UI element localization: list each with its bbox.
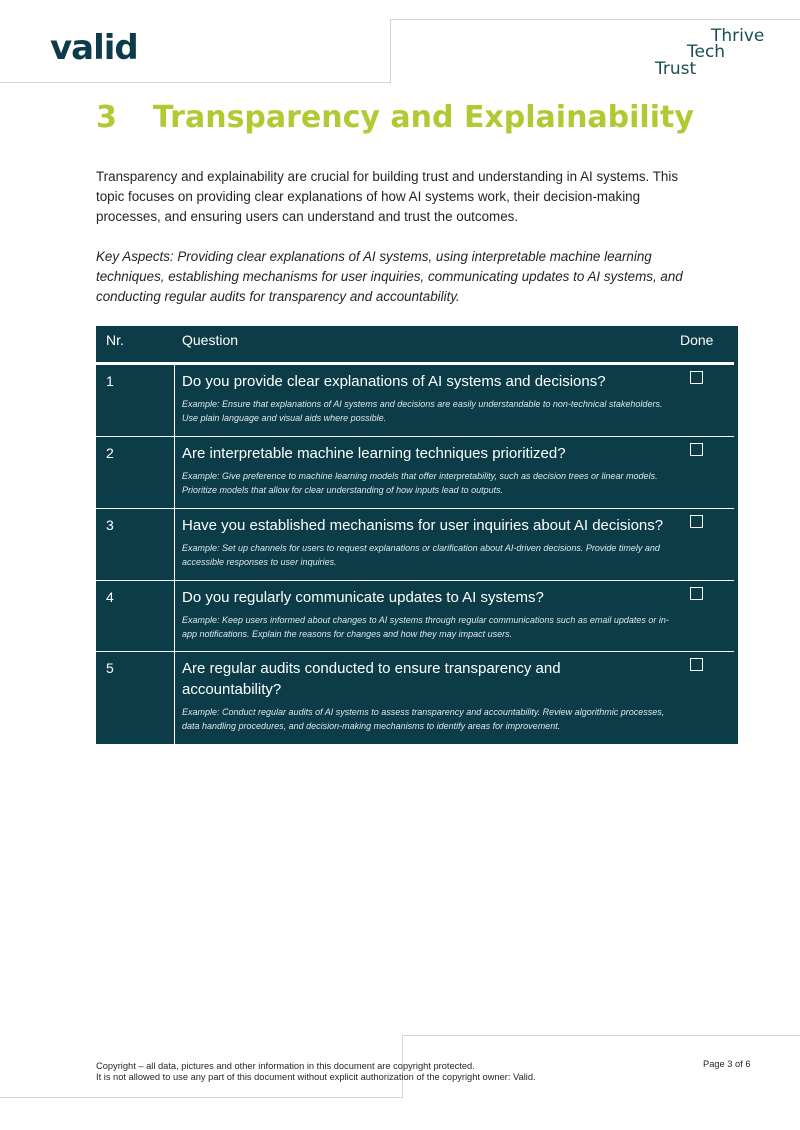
done-checkbox[interactable] — [690, 515, 703, 528]
example-text: Example: Keep users informed about changes to AI systems through regular communications such as email updates or in-app notifications. Explain the reasons for changes and how they may impact users. — [182, 615, 669, 639]
header-question: Question — [182, 332, 239, 348]
done-checkbox[interactable] — [690, 371, 703, 384]
key-aspects-paragraph: Key Aspects: Providing clear explanations of AI systems, using interpretable machine learning techniques, establishing mechanisms for user inquiries, communicating updates to AI systems, and conducting regular audits for transparency and accountability. — [96, 249, 683, 304]
done-checkbox[interactable] — [690, 658, 703, 671]
example-text: Example: Ensure that explanations of AI systems and decisions are easily understandable to non-technical stakeholders. Use plain language and visual aids where possible. — [182, 399, 663, 423]
table-row — [96, 509, 738, 580]
question-text: Do you regularly communicate updates to AI systems? — [182, 589, 544, 606]
question-text: Are interpretable machine learning techniques prioritized? — [182, 445, 566, 462]
done-checkbox[interactable] — [690, 587, 703, 600]
header-nr: Nr. — [106, 332, 124, 348]
row-number: 4 — [106, 589, 114, 605]
footer-divider — [0, 1097, 403, 1098]
footer-divider — [402, 1035, 800, 1036]
question-text: Do you provide clear explanations of AI systems and decisions? — [182, 373, 606, 390]
table-row — [96, 437, 738, 508]
tagline-thrive: Thrive — [711, 26, 765, 46]
intro-paragraph: Transparency and explainability are crucial for building trust and understanding in AI systems. This topic focuses on providing clear explanations of how AI systems work, their decision-making processes, and ensuring users can understand and trust the outcomes. — [96, 169, 679, 224]
header-divider — [390, 19, 800, 20]
question-text: Are regular audits conducted to ensure transparency and accountability? — [182, 660, 561, 698]
header-divider — [0, 82, 390, 83]
row-number: 1 — [106, 373, 114, 389]
row-number: 3 — [106, 517, 114, 533]
tagline-tech: Tech — [687, 42, 726, 62]
table-row — [96, 581, 738, 652]
header-divider — [390, 19, 391, 83]
tagline-trust: Trust — [655, 59, 697, 79]
header-done: Done — [680, 332, 714, 348]
section-number: 3 — [96, 100, 117, 135]
done-checkbox[interactable] — [690, 443, 703, 456]
page-number: Page 3 of 6 — [703, 1059, 751, 1069]
copyright-line: It is not allowed to use any part of this document without explicit authorization of the copyright owner: Valid. — [96, 1072, 536, 1082]
question-table — [96, 326, 738, 744]
example-text: Example: Give preference to machine learning models that offer interpretability, such as decision trees or linear models. Prioritize models that allow for clear understanding of how inputs lead to outputs. — [182, 471, 658, 495]
section-title: Transparency and Explainability — [153, 100, 694, 135]
table-row — [96, 652, 738, 744]
example-text: Example: Set up channels for users to request explanations or clarification about AI-driven decisions. Provide timely and accessible responses to user inquiries. — [182, 543, 660, 567]
row-number: 5 — [106, 660, 114, 676]
copyright-line: Copyright – all data, pictures and other information in this document are copyright protected. — [96, 1061, 475, 1071]
table-row — [96, 365, 738, 437]
example-text: Example: Conduct regular audits of AI systems to assess transparency and accountability. Review algorithmic processes, data handling procedures, and decision-making mechanisms to identify areas for improvement. — [182, 707, 665, 731]
row-number: 2 — [106, 445, 114, 461]
valid-logo: valid — [50, 28, 138, 68]
question-text: Have you established mechanisms for user inquiries about AI decisions? — [182, 517, 664, 534]
copyright-notice — [96, 1061, 656, 1083]
table-header — [96, 326, 738, 362]
